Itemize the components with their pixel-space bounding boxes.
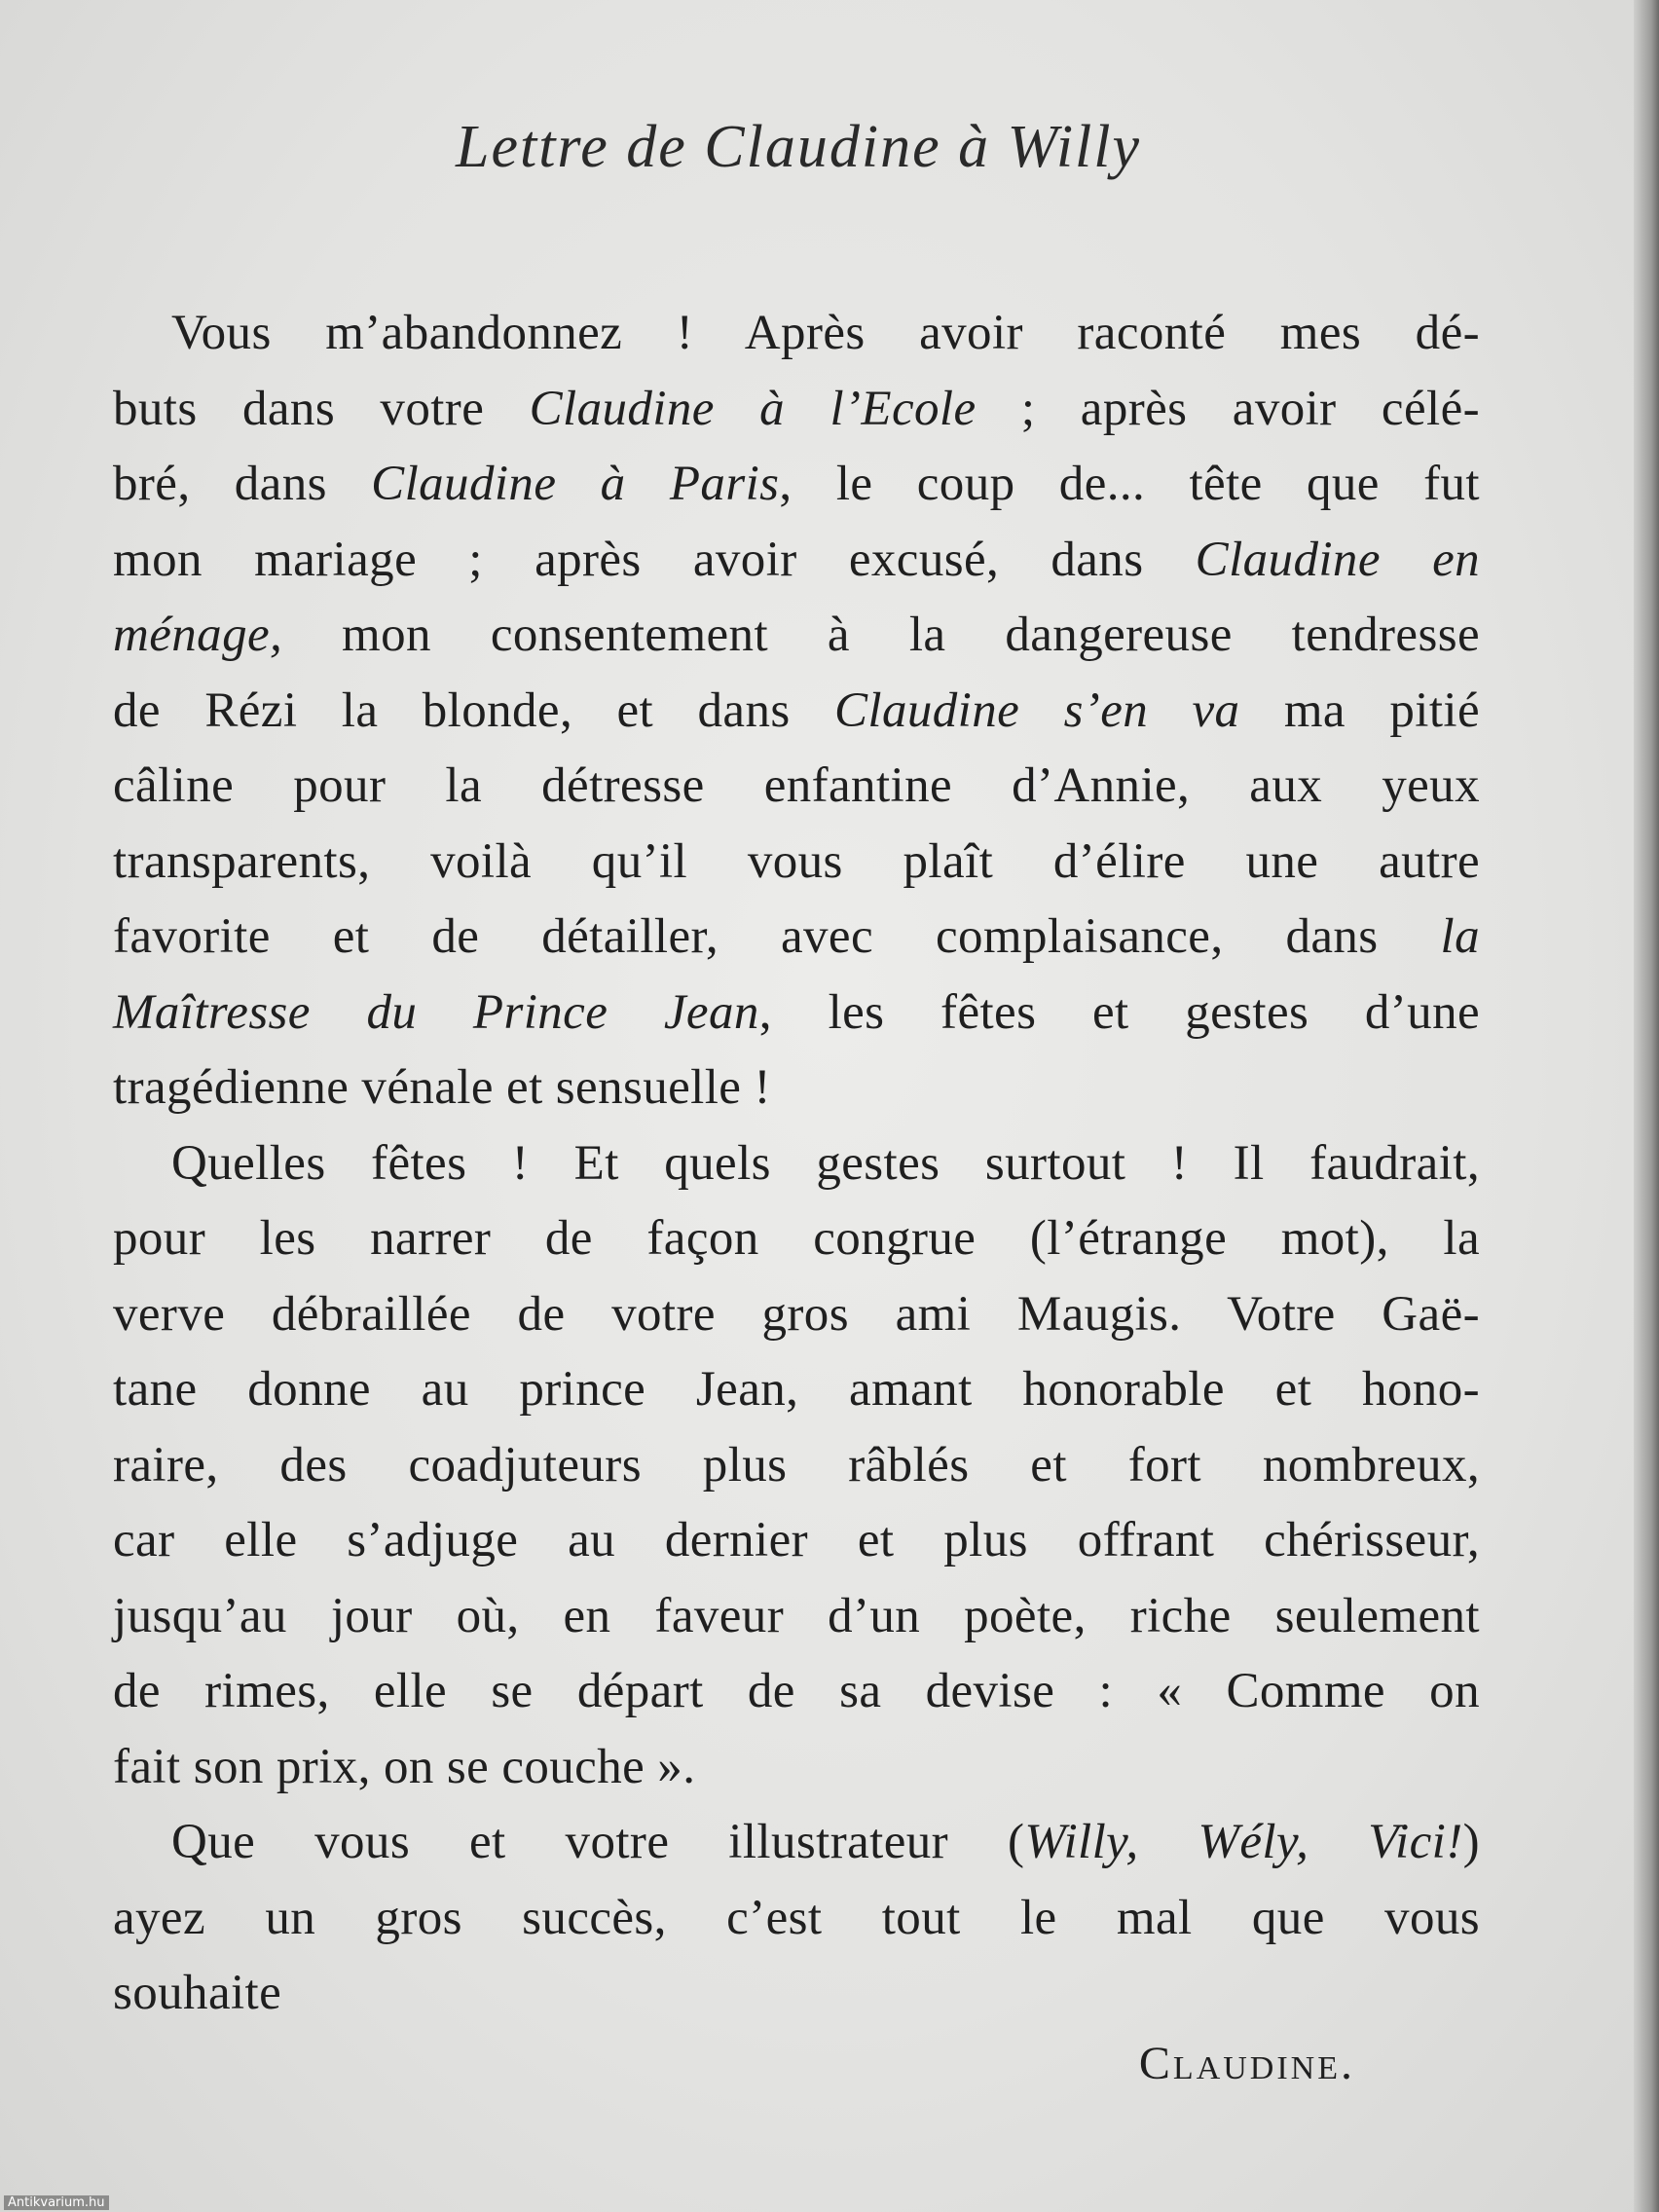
line-text: pour les narrer de façon congrue (l’étrange mot), la (113, 1211, 1480, 1266)
text-line (113, 1964, 1480, 2022)
text-line (113, 832, 1480, 891)
text-line (113, 983, 1480, 1042)
page-title: Lettre de Claudine à Willy (455, 114, 1142, 180)
text-line (113, 380, 1480, 438)
line-text: de rimes, elle se départ de sa devise : « Comme on (113, 1664, 1480, 1718)
line-text: transparents, voilà qu’il vous plaît d’élire une autre (113, 833, 1480, 889)
line-text: favorite et de détailler, avec complaisance, dans (113, 909, 1441, 964)
line-text: Que vous et votre illustrateur ( (171, 1815, 1025, 1869)
text-line (113, 756, 1480, 815)
line-text: ayez un gros succès, c’est tout le mal que vous (113, 1890, 1480, 1945)
page-edge-shadow (1634, 0, 1659, 2212)
line-text: raire, des coadjuteurs plus râblés et fort nombreux, (113, 1437, 1480, 1493)
text-line (113, 606, 1480, 664)
italic-title-text: Claudine s’en va (833, 682, 1240, 738)
signature: Claudine. (1138, 2038, 1355, 2089)
italic-title-text: ménage, (113, 608, 283, 662)
text-line (113, 1738, 1480, 1796)
italic-title-text: Claudine à l’Ecole (529, 381, 977, 436)
text-line (113, 907, 1480, 966)
watermark: Antikvarium.hu (4, 2195, 109, 2210)
text-line (113, 1209, 1480, 1268)
text-line (113, 1058, 1480, 1117)
line-text: fait son prix, on se couche ». (113, 1739, 696, 1794)
line-text: mon consentement à la dangereuse tendresse (282, 608, 1480, 662)
text-line (113, 1889, 1480, 1947)
line-text: tragédienne vénale et sensuelle ! (113, 1060, 771, 1115)
line-text: Quelles fêtes ! Et quels gestes surtout ! Il faudrait, (171, 1135, 1480, 1191)
italic-title-text: Claudine en (1195, 532, 1481, 587)
text-line (113, 531, 1480, 589)
text-line (113, 1360, 1480, 1419)
line-text: , le coup de... tête que fut (779, 457, 1480, 511)
line-text: verve débraillée de votre gros ami Maugis. Votre Gaë- (113, 1286, 1480, 1342)
italic-title-text: Willy, Wély, Vici! (1024, 1815, 1463, 1869)
text-line (171, 1134, 1480, 1193)
line-text: ma pitié (1239, 682, 1480, 738)
line-text: jusqu’au jour où, en faveur d’un poète, riche seulement (113, 1588, 1480, 1643)
italic-title-text: Maîtresse du Prince Jean (113, 984, 759, 1040)
line-text: buts dans votre (113, 381, 530, 436)
text-line (113, 1436, 1480, 1494)
italic-title-text: la (1440, 909, 1480, 964)
text-line (113, 1511, 1480, 1569)
line-text: ; après avoir célé- (976, 381, 1480, 436)
line-text: de Rézi la blonde, et dans (113, 682, 834, 738)
line-text: câline pour la détresse enfantine d’Annie, aux yeux (113, 758, 1480, 813)
line-text: tane donne au prince Jean, amant honorable et hono- (113, 1362, 1480, 1417)
line-text: ) (1462, 1815, 1480, 1869)
text-line (113, 1285, 1480, 1344)
text-line (113, 682, 1480, 740)
text-line (171, 1813, 1480, 1871)
line-text: , les fêtes et gestes d’une (758, 984, 1480, 1040)
line-text: Vous m’abandonnez ! Après avoir raconté mes dé- (171, 306, 1480, 360)
line-text: souhaite (113, 1966, 282, 2020)
line-text: car elle s’adjuge au dernier et plus offrant chérisseur, (113, 1513, 1480, 1567)
text-line (113, 1662, 1480, 1720)
text-line (171, 304, 1480, 362)
line-text: bré, dans (113, 457, 372, 511)
line-text: mon mariage ; après avoir excusé, dans (113, 532, 1196, 587)
text-line (113, 455, 1480, 513)
italic-title-text: Claudine à Paris (371, 457, 780, 511)
text-line (113, 1587, 1480, 1645)
